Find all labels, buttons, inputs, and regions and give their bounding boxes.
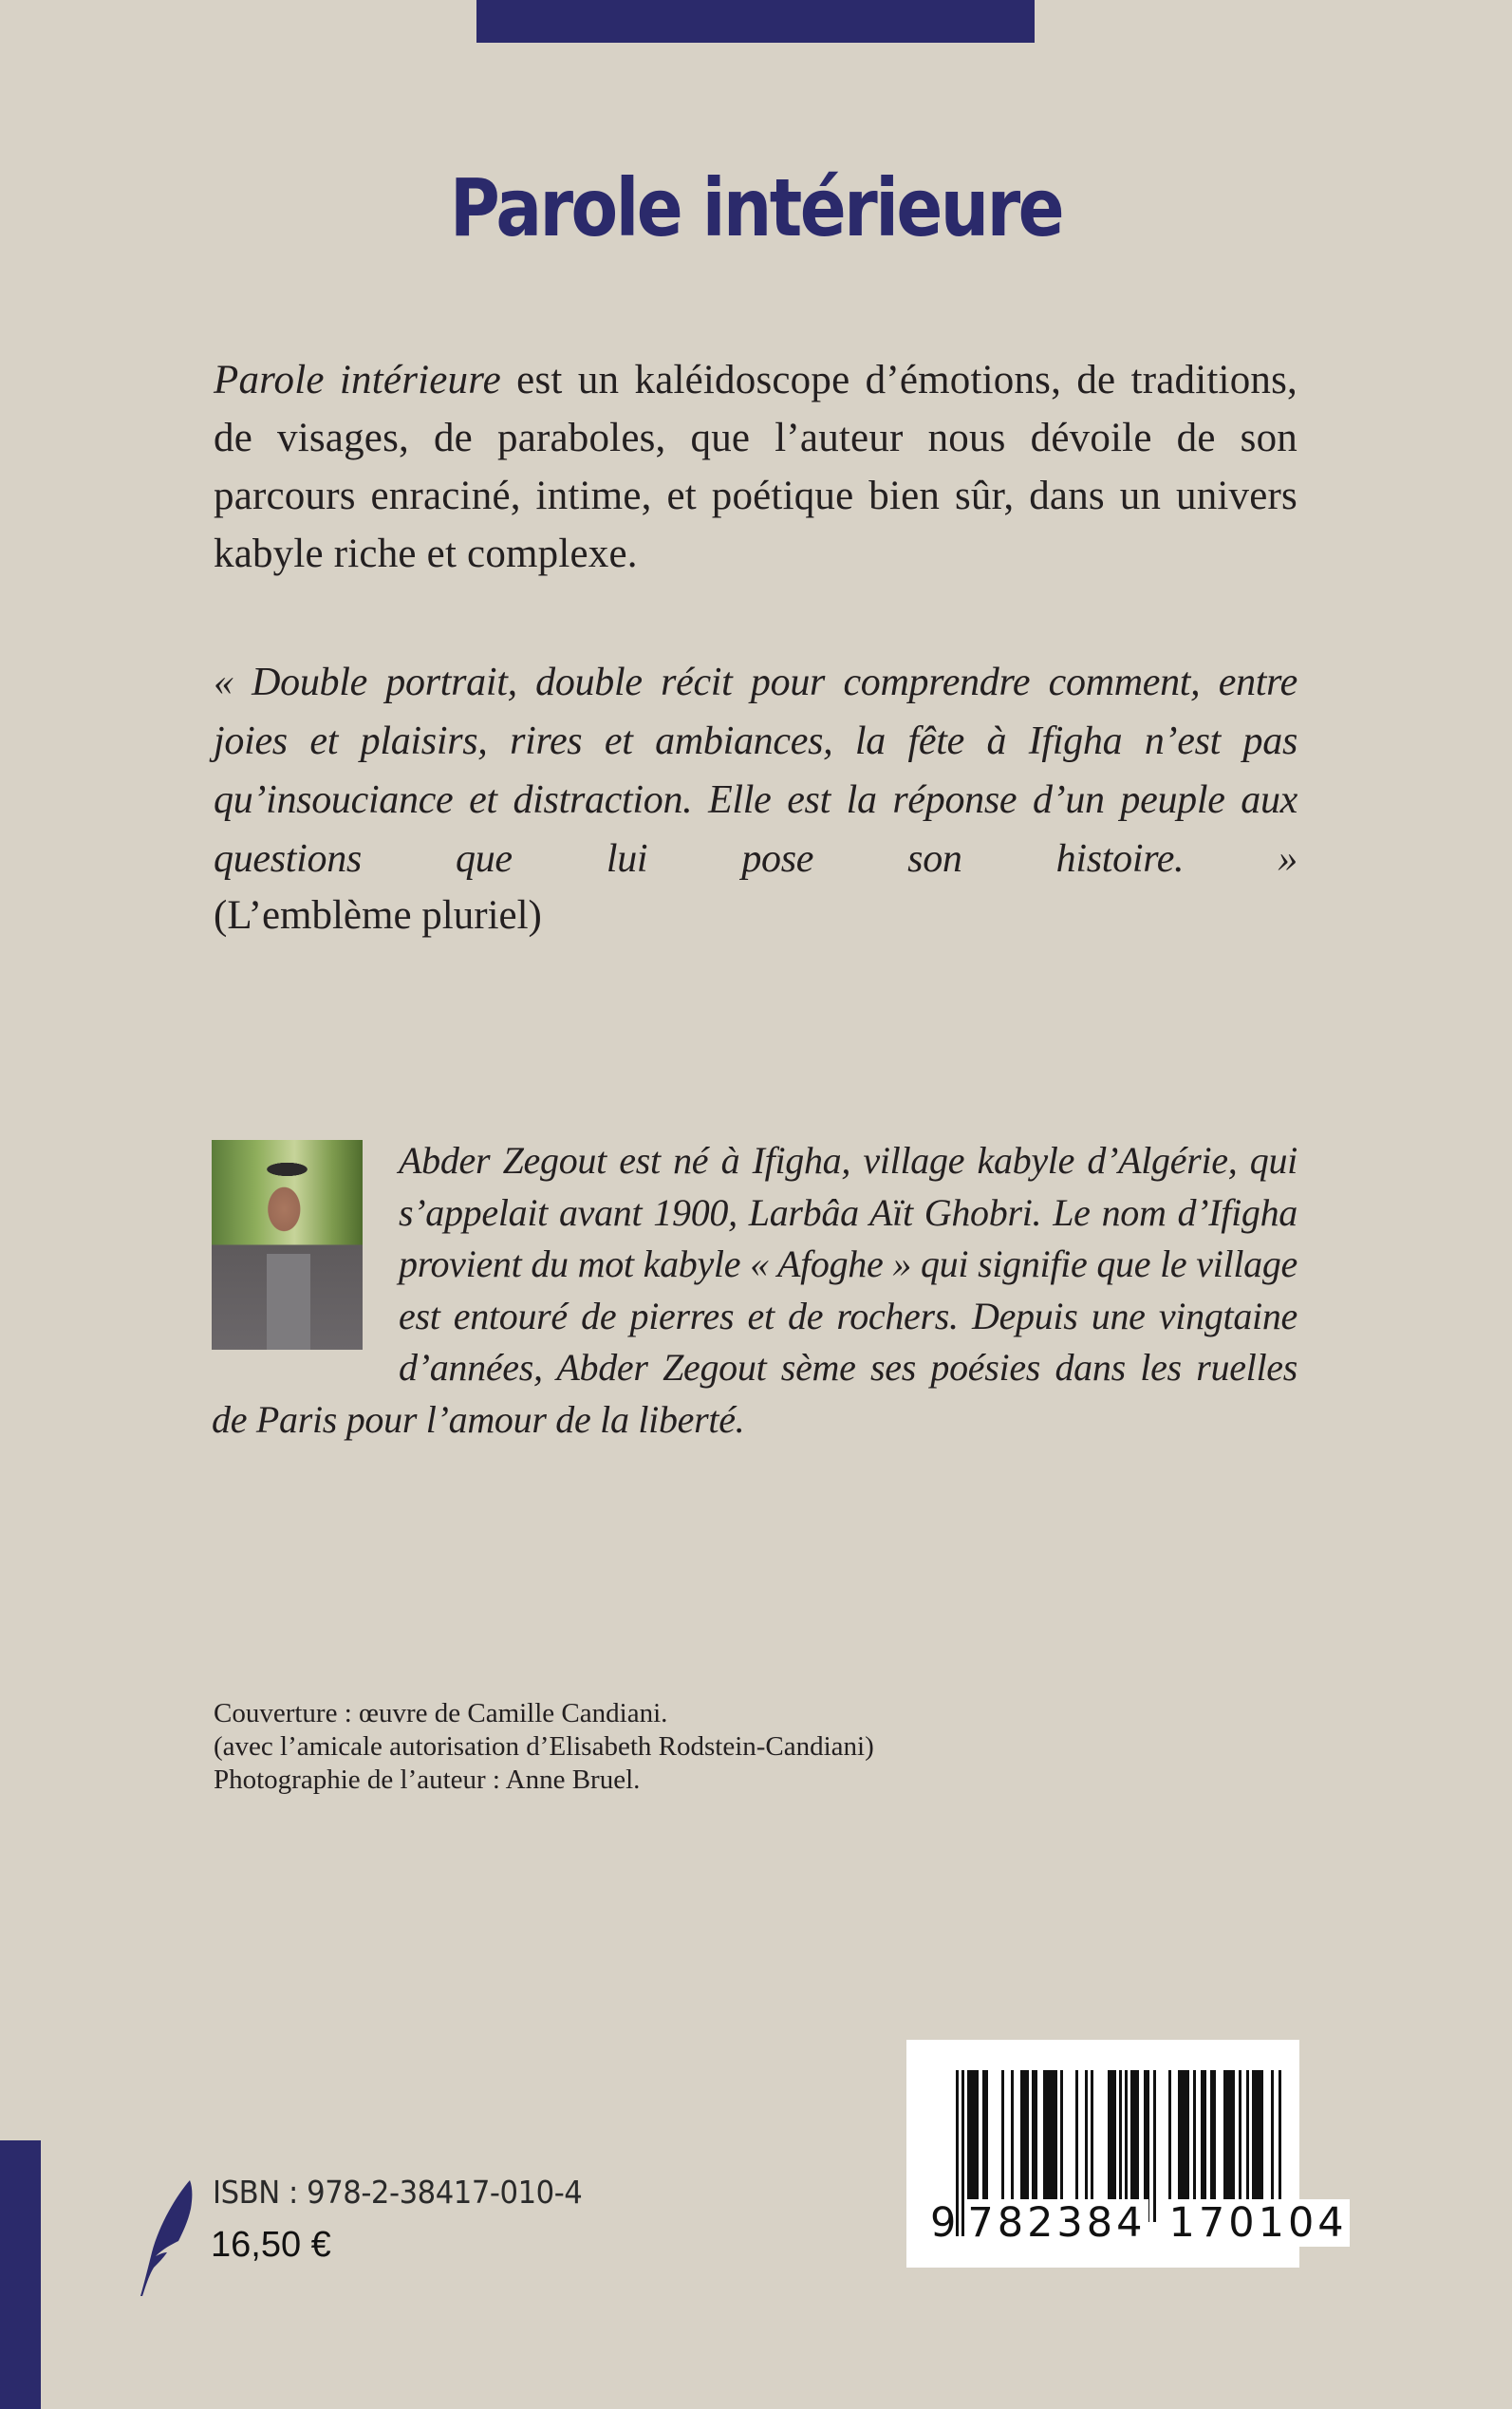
left-color-bar [0, 2140, 41, 2409]
credit-photo: Photographie de l’auteur : Anne Bruel. [214, 1765, 641, 1795]
isbn-label: ISBN : 978-2-38417-010-4 [213, 2174, 583, 2211]
summary-text: est un kaléidoscope d’émotions, de traditions, de visages, de paraboles, que l’auteur nous dévoile de son parcours enraciné, intime, et poétique bien sûr, dans un univers kabyle riche et complexe. [214, 358, 1297, 576]
credit-cover: Couverture : œuvre de Camille Candiani. [214, 1698, 668, 1728]
price-label: 16,50 € [211, 2225, 331, 2265]
summary-paragraph [214, 351, 1297, 583]
barcode [906, 2040, 1348, 2268]
barcode-lead-digit: 9 [930, 2199, 957, 2247]
summary-title-italic: Parole intérieure [214, 358, 501, 402]
author-bio-text: Abder Zegout est né à Ifigha, village kabyle d’Algérie, qui s’appelait avant 1900, Larbâa Aït Ghobri. Le nom d’Ifigha provient du mot kabyle « Afoghe » qui signifie que le village est entouré de pierres et de rochers. Depuis une vingtaine d’années, Abder Zegout sème ses poésies dans les ruelles de Paris pour l’amour de la liberté. [212, 1139, 1297, 1441]
credits-block [214, 1697, 1297, 1797]
barcode-group-2: 170104 [1168, 2199, 1348, 2247]
feather-icon [139, 2176, 196, 2298]
barcode-group-1: 782384 [967, 2199, 1147, 2247]
quote-source: (L’emblème pluriel) [214, 893, 542, 938]
credit-permission: (avec l’amicale autorisation d’Elisabeth Rodstein-Candiani) [214, 1731, 874, 1762]
barcode-digits [930, 2199, 1348, 2247]
top-color-band [476, 0, 1035, 43]
author-photo [212, 1140, 363, 1350]
author-photo-sweater [267, 1254, 310, 1350]
author-bio-block [212, 1135, 1297, 1446]
review-quote: « Double portrait, double récit pour comprendre comment, entre joies et plaisirs, rires et ambiances, la fête à Ifigha n’est pas qu’insouciance et distraction. Elle est la réponse d’un peuple aux questions que lui pose son histoire. » [214, 661, 1297, 881]
book-title: Parole intérieure [449, 161, 1063, 254]
